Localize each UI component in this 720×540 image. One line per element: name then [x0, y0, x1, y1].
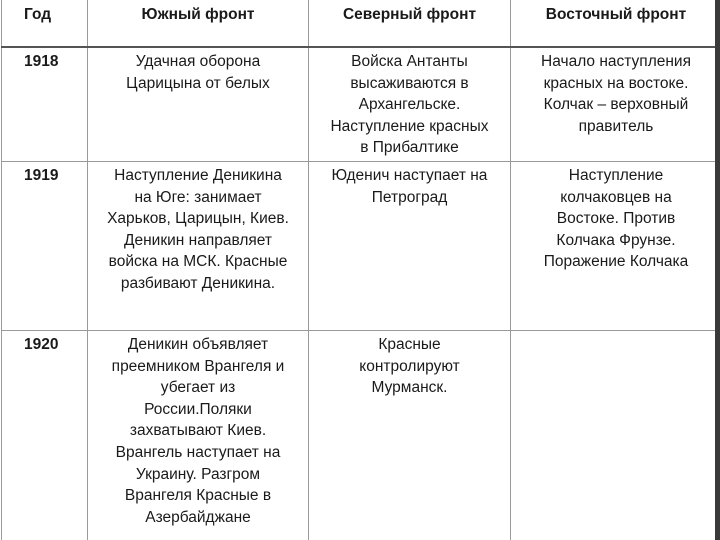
east-front-cell [511, 161, 720, 330]
cell-text: Юденич наступает на Петроград [331, 166, 488, 206]
cell-text: Удачная оборона Царицына от белых [126, 53, 270, 92]
south-front-cell [88, 47, 309, 161]
civil-war-fronts-table [1, 0, 720, 540]
table-row [2, 330, 720, 540]
header-row [2, 0, 720, 47]
header-east-front: Восточный фронт [511, 0, 720, 47]
year-cell: 1919 [2, 161, 88, 330]
header-south-front: Южный фронт [88, 0, 309, 47]
year-cell: 1918 [2, 47, 88, 161]
south-front-cell [88, 330, 309, 540]
cell-text: Деникин объявляет преемником Врангеля и убегает из России.Поляки захватывают Киев. Врангель наступает на Украину. Разгром Врангеля Красные в Азербайджане [111, 335, 285, 526]
north-front-cell [309, 161, 511, 330]
north-front-cell [309, 330, 511, 540]
header-north-front: Северный фронт [309, 0, 511, 47]
north-front-cell [309, 47, 511, 161]
cell-text: Наступление колчаковцев на Востоке. Против Колчака Фрунзе. Поражение Колчака [543, 166, 689, 271]
table-row [2, 161, 720, 330]
cell-text: Начало наступления красных на востоке. Колчак – верховный правитель [541, 53, 691, 135]
cell-text: Войска Антанты высаживаются в Архангельске. Наступление красных в Прибалтике [330, 53, 489, 157]
cell-text: Наступление Деникина на Юге: занимает Харьков, Царицын, Киев. Деникин направляет войска на МСК. Красные разбивают Деникина. [107, 166, 289, 292]
east-front-cell [511, 330, 720, 540]
east-front-cell [511, 47, 720, 161]
cell-text: Красные контролируют Мурманск. [359, 335, 460, 397]
slide-edge-bar [715, 0, 720, 540]
header-year: Год [2, 0, 88, 47]
south-front-cell [88, 161, 309, 330]
year-cell: 1920 [2, 330, 88, 540]
table-row [2, 47, 720, 161]
